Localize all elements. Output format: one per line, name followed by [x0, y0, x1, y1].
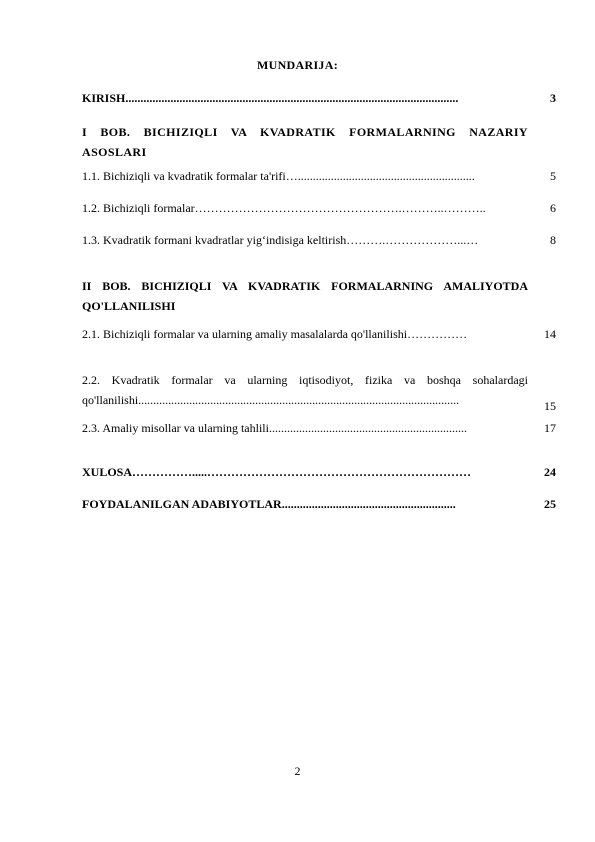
toc-entry-text: 2.3. Amaliy misollar va ularning tahlili.................................................................. [82, 421, 467, 435]
toc-entry-page: 8 [550, 233, 556, 247]
toc-entry-text: II BOB. BICHIZIQLI VA KVADRATIK FORMALARNING AMALIYOTDA QO'LLANILISHI [82, 279, 528, 313]
toc-entry-page: 5 [550, 169, 556, 183]
page-number: 2 [294, 764, 301, 778]
toc-entry-page: 6 [550, 201, 556, 215]
toc-entry-text: 1.3. Kvadratik formani kvadratlar yig‘indisiga keltirish……….………………...… [82, 233, 479, 247]
toc-entry-text: KIRISH............................................................................................................... [82, 91, 459, 105]
toc-entry-page: 15 [544, 399, 556, 413]
toc-entry-text: FOYDALANILGAN ADABIYOTLAR.......................................................... [82, 497, 456, 511]
toc-entry-text: 1.2. Bichiziqli formalar…………………………………………….………..……….. [82, 201, 486, 215]
toc-title: MUNDARIJA: [257, 58, 338, 72]
toc-entry-page: 17 [544, 421, 556, 435]
toc-entry-text: 2.1. Bichiziqli formalar va ularning amaliy masalalarda qo'llanilishi…………… [82, 327, 468, 341]
toc-entry-text: XULOSA…………….....………………………………………………………… [82, 465, 472, 479]
toc-entry-page: 3 [550, 91, 556, 105]
toc-entry-page: 25 [544, 497, 556, 511]
toc-entry-page: 14 [544, 327, 556, 341]
toc-entry-text: 2.2. Kvadratik formalar va ularning iqtisodiyot, fizika va boshqa sohalardagi qo'llanilishi........................................................................................................... [82, 373, 528, 407]
toc-entry-page: 24 [544, 465, 556, 479]
toc-entry-text: 1.1. Bichiziqli va kvadratik formalar ta'rifi…........................................................... [82, 169, 475, 183]
toc-entry-text: I BOB. BICHIZIQLI VA KVADRATIK FORMALARNING NAZARIY ASOSLARI [82, 125, 528, 159]
